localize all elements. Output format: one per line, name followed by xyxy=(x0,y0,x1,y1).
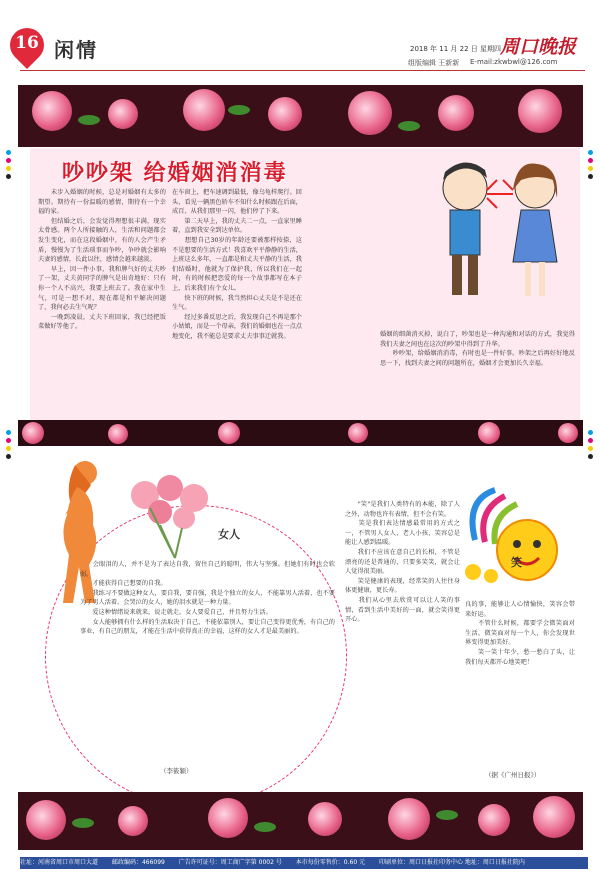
story1-column-1: 未步入婚姻的时候，总是对婚姻有太多的期望。期待有一份温暖的感情，期待有一个幸福的家。 但结婚之后，会发觉得理想很丰满，现实太骨感。两个人所接触的人，生活和问题都会发生变化，而在这段婚姻中，有的人会产生矛盾，慢慢为了生活琐事而争吵，争吵就会影响夫妻的感情，长此以往，感情会越来越淡。 早上，因一件小事，我和脾气好的丈夫吵了一架，丈夫黄同学的脾气是出奇地好：只有你一个人不高兴，我要上班去了。我在家中生气，可是一想不对，现在都是和平解决问题了，我何必去生气呢？ 一晚到凌晨，丈夫下班回家，我已经把饭菜做好等他了。 xyxy=(38,189,166,331)
footer-printer: 印刷单位：周口日报社印务中心 地址：周口日报社院内 xyxy=(378,859,525,866)
story2-headline: 女人 xyxy=(218,528,240,541)
arguing-couple-illustration xyxy=(425,150,575,300)
layout-editor: 组版编辑 王新新 xyxy=(408,59,460,67)
flower-border-bottom xyxy=(18,792,583,850)
flower-border-middle xyxy=(18,420,583,446)
story2-author: （李筱颖） xyxy=(160,767,193,775)
footer-postal: 邮政编码：466099 xyxy=(111,859,165,866)
smiling-sun-illustration xyxy=(455,480,575,590)
story3-column-1: "笑"是我们人类特有的本能，除了人之外，动物也许有表情，但不会有笑。 笑是我们表达情感最常用的方式之一，不管男人女人，老人小孩，笑容总是能让人感到温暖。 我们不应该在意自己的长相，不管是漂亮的还是普通的，只要多笑笑，就会让人觉得很美丽。 笑是健康的表现，经常笑的人往往身体更健康，更长寿。 我们从心里去欣赏可以让人笑的事情，看到生活中美好的一面，就会笑得更开心。 xyxy=(345,501,460,624)
story3-source: （据《广州日报》） xyxy=(485,771,541,779)
color-registration-dots-right-2 xyxy=(588,430,592,462)
story1-column-3: 婚姻的细菌消灭掉，说白了，吵架也是一种沟通和对话的方式，我觉得我们夫妻之间也在这次的吵架中得到了升华。 吵吵架，给婚姻消消毒，有时也是一件好事。吵架之后再好好地反思一下，找到夫妻之间的问题所在，婚姻才会更加长久幸福。 xyxy=(380,331,575,367)
contact-email: E-mail:zkwbwl@126.com xyxy=(470,58,558,66)
footer-bar xyxy=(20,857,588,869)
story3-headline: 笑 xyxy=(511,556,522,569)
story1-headline: 吵吵架 给婚姻消消毒 xyxy=(62,160,288,186)
color-registration-dots-right xyxy=(588,150,592,182)
color-registration-dots-left-2 xyxy=(6,430,10,462)
section-title: 闲情 xyxy=(54,38,98,62)
bouquet-illustration xyxy=(120,470,230,560)
footer-price: 本市每份零售价：0.60 元 xyxy=(295,859,366,866)
story1-column-2: 在车窗上，把车速调到最低，像乌龟样爬行。回头，看见一辆黑色轿车不知什么时候跟在后面，成百、从我们那里一闪，他们停了下来。 第二天早上，我的丈夫二一点，一直家里睡着，直到我安全到达单位。 想想自己30岁的年龄还要被那样按捺，这不是想要的生活方式！我喜欢平平静静的生活，上班这么多年，一直都是和丈夫平静的生活，我们结婚时，他就为了保护我，所以我们在一起时，有的时候把恋爱的每一个故事都写在本子上，后来我们有个女儿。 快下班的时候，我当然担心丈夫是不是还在生气。 经过多番反思之后，我发现自己不再是那个小姑娘，而是一个母亲，我们的婚姻也在一点点地变化，我不能总是要求丈夫事事迁就我。 xyxy=(172,189,302,340)
newspaper-logo: 周口晚报 xyxy=(500,36,577,58)
page-number: 16 xyxy=(15,33,39,53)
footer-license: 广告许可证号：周工商广字第 0002 号 xyxy=(178,859,282,866)
story3-column-2: 良的事，能够让人心情愉快，笑容会带来好运。 不管什么时候，都要学会微笑面对生活，微笑面对每一个人，你会发现世界变得更加美好。 笑一笑十年少，愁一愁白了头，让我们每天都开心地笑吧！ xyxy=(465,601,575,666)
issue-date: 2018 年 11 月 22 日 星期四 xyxy=(410,45,501,53)
flower-border-top xyxy=(18,85,583,147)
story2-body: 会眼泪的人，并不是为了表达自我，留住自己的聪明，伟大与坚强。但她们有时也会软弱。 才能获得自己想要的自我。 我练习不要做这种女人，要自我，要自强，我是个独立的女人，不能靠男人活着，也不要为了男人活着。会哭泣的女人，她的泪水就是一种力量。 爱这种情绪说来就来，说走就走。女人要爱自己，并且努力生活。 女人能够拥有什么样的生活取决于自己，不能依靠别人，要让自己变得更优秀，有自己的事业，有自己的朋友，才能在生活中获得真正的幸福，这样的女人才是最美丽的。 xyxy=(80,561,335,636)
color-registration-dots-left xyxy=(6,150,10,182)
header-divider xyxy=(20,70,585,71)
footer-address: 社址：河南省周口市周口大道 xyxy=(20,859,99,866)
